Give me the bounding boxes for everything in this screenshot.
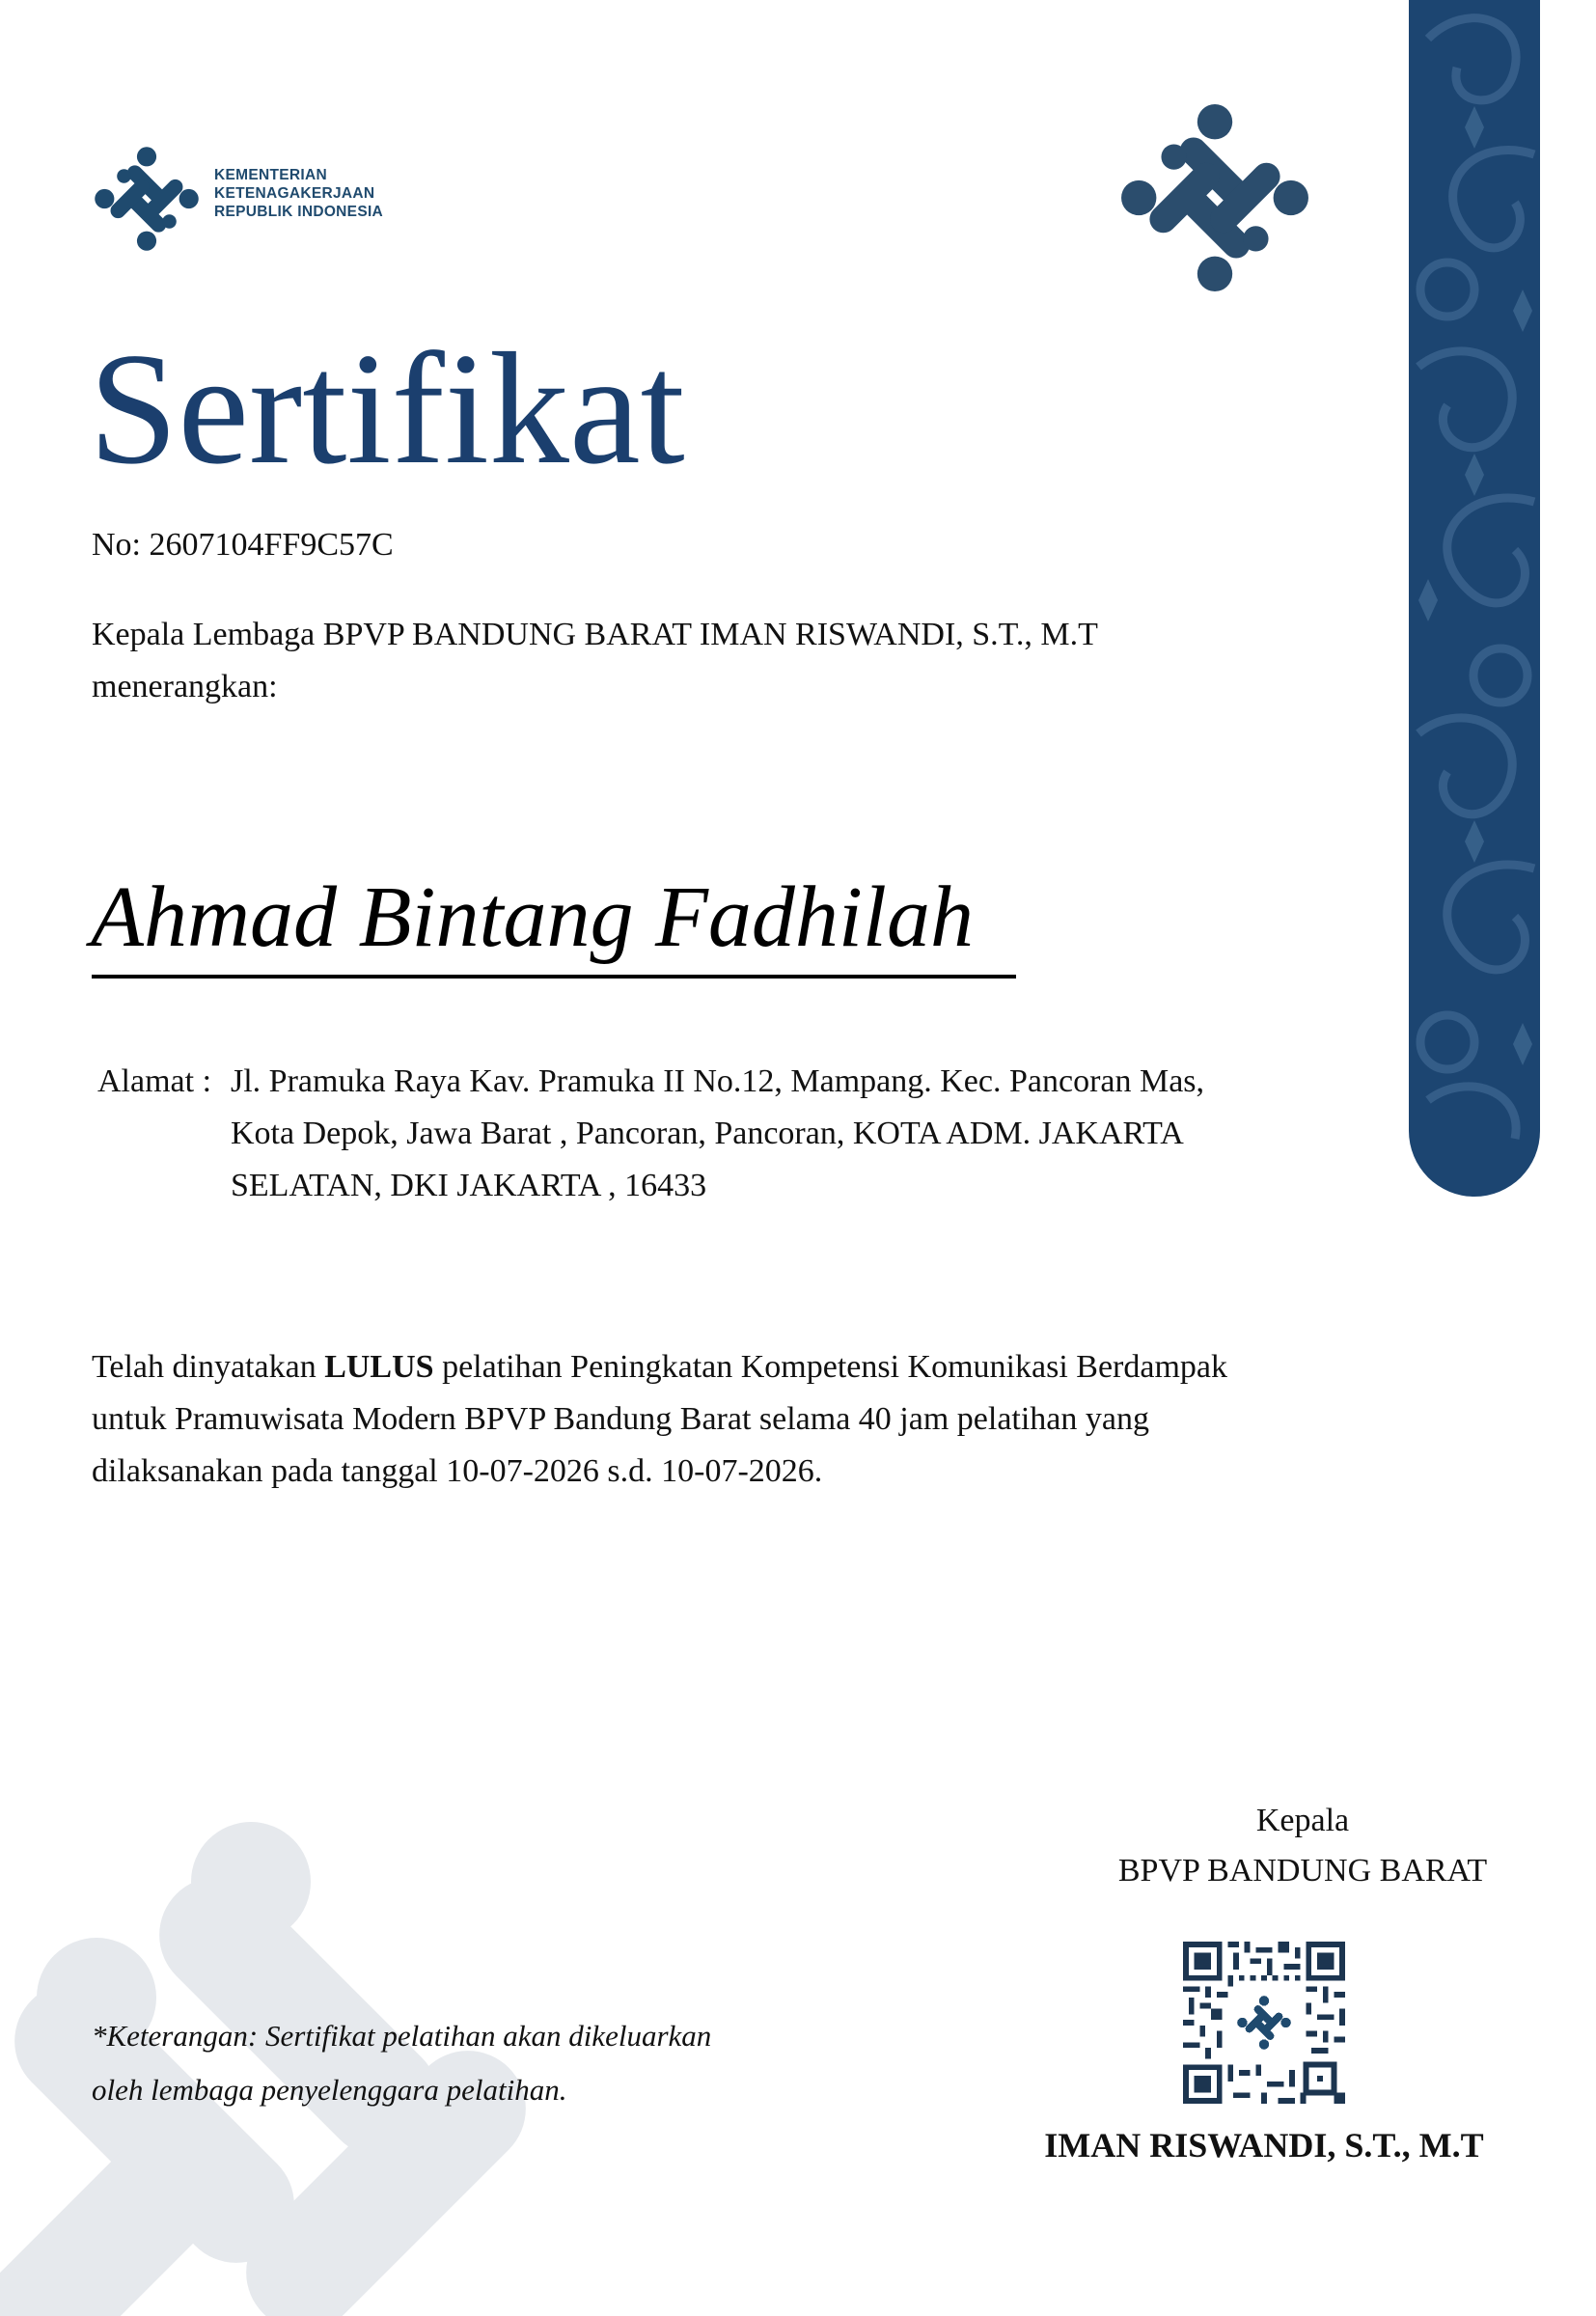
qr-code-icon[interactable]	[1183, 1942, 1345, 2104]
ministry-emblem-large-icon	[1117, 100, 1312, 295]
completion-statement	[92, 1341, 1279, 1498]
ministry-emblem-icon	[93, 145, 201, 253]
recipient-name: Ahmad Bintang Fadhilah	[91, 869, 974, 965]
name-underline	[92, 975, 1016, 979]
signer-organization: BPVP BANDUNG BARAT	[1117, 1853, 1488, 1889]
certificate-title: Sertifikat	[89, 319, 685, 497]
decorative-side-band	[1409, 0, 1540, 1197]
ministry-name-line1: KEMENTERIAN	[214, 167, 327, 183]
certificate-intro: Kepala Lembaga BPVP BANDUNG BARAT IMAN RISWANDI, S.T., M.T menerangkan:	[92, 617, 1098, 704]
note-line-1: *Keterangan: Sertifikat pelatihan akan dikeluarkan	[92, 2019, 712, 2053]
certificate-number: No: 2607104FF9C57C	[92, 527, 394, 563]
statement-prefix: Telah dinyatakan	[92, 1349, 325, 1385]
address-label: Alamat :	[97, 1063, 212, 1099]
signer-role: Kepala	[1255, 1803, 1350, 1838]
signer-name: IMAN RISWANDI, S.T., M.T	[1044, 2126, 1484, 2164]
ministry-name	[214, 166, 383, 221]
ministry-name-line3: REPUBLIK INDONESIA	[214, 204, 384, 220]
ministry-name-line2: KETENAGAKERJAAN	[214, 185, 375, 202]
address-value: Jl. Pramuka Raya Kav. Pramuka II No.12, Mampang. Kec. Pancoran Mas, Kota Depok, Jawa Barat , Pancoran, Pancoran, KOTA ADM. JAKARTA SELATAN, DKI JAKARTA , 16433	[231, 1063, 1205, 1203]
status-badge: LULUS	[324, 1349, 434, 1385]
statement-suffix: pelatihan Peningkatan Kompetensi Komunikasi Berdampak untuk Pramuwisata Modern BPVP Bandung Barat selama 40 jam pelatihan yang dilaksanakan pada tanggal 10-07-2026 s.d. 10-07-2026.	[92, 1349, 1227, 1489]
note-line-2: oleh lembaga penyelenggara pelatihan.	[92, 2073, 567, 2107]
